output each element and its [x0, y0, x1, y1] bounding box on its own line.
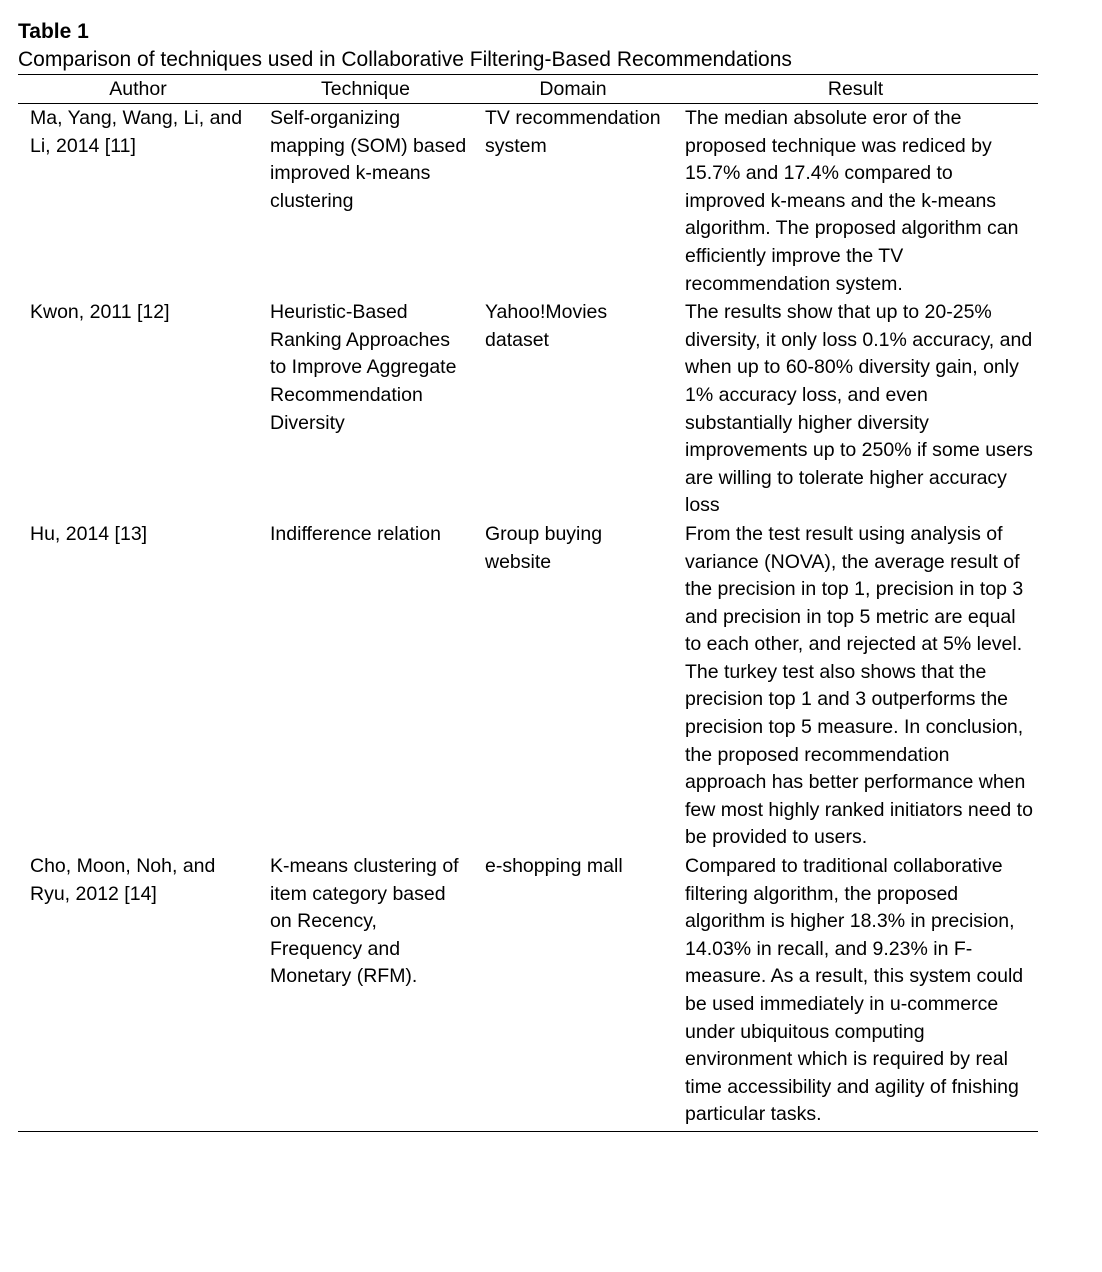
cell-technique: K-means clustering of item category based on Recency, Frequency and Monetary (RFM).: [258, 852, 473, 1131]
cell-author: Kwon, 2011 [12]: [30, 301, 170, 324]
cell-result: The median absolute eror of the proposed technique was rediced by 15.7% and 17.4% compared to improved k-means and the k-means algorithm. The proposed algorithm can efficiently improve the TV recommendation system.: [685, 107, 1019, 295]
header-result: Result: [673, 75, 1038, 104]
header-technique: Technique: [258, 75, 473, 104]
cell-technique: Heuristic-Based Ranking Approaches to Improve Aggregate Recommendation Diversity: [270, 301, 457, 434]
header-domain: Domain: [473, 75, 673, 104]
table-label: Table 1: [18, 20, 89, 43]
cell-author: Ma, Yang, Wang, Li, and Li, 2014 [11]: [30, 107, 243, 157]
cell-technique: Self-organizing mapping (SOM) based improved k-means clustering: [270, 107, 467, 212]
cell-domain: TV recommendation system: [485, 107, 661, 157]
cell-author: Hu, 2014 [13]: [30, 522, 148, 545]
cell-result: From the test result using analysis of variance (NOVA), the average result of the precision in top 1, precision in top 3 and precision in top 5 metric are equal to each other, and rejected at 5% level. The turkey test also shows that the precision top 1 and 3 outperforms the precision top 5 measure. In conclusion, the proposed recommendation approach has better performance when few most highly ranked initiators need to be provided to users.: [685, 522, 1033, 849]
cell-domain: Group buying website: [485, 522, 603, 573]
cell-result: The results show that up to 20-25% diversity, it only loss 0.1% accuracy, and when up to 60-80% diversity gain, only 1% accuracy loss, and even substantially higher diversity improvements up to 250% if some users are willing to tolerate higher accuracy loss: [685, 301, 1033, 517]
document-page: [18, 18, 1038, 1132]
table-row: [18, 520, 1038, 852]
table-row: [18, 852, 1038, 1131]
header-author: Author: [18, 75, 258, 104]
cell-author: Cho, Moon, Noh, and Ryu, 2012 [14]: [18, 852, 258, 1131]
cell-domain: Yahoo!Movies dataset: [485, 301, 608, 351]
table-header-row: [18, 75, 1038, 104]
table-row: [18, 298, 1038, 520]
table-row: [18, 104, 1038, 299]
cell-technique: Indifference relation: [270, 522, 441, 545]
cell-result: Compared to traditional collaborative filtering algorithm, the proposed algorithm is higher 18.3% in precision, 14.03% in recall, and 9.23% in F-measure. As a result, this system could be used immediately in u-commerce under ubiquitous computing environment which is required by real time accessibility and agility of fnishing particular tasks.: [673, 852, 1038, 1131]
table-caption: Comparison of techniques used in Collaborative Filtering-Based Recommendations: [18, 48, 792, 71]
cell-domain: e-shopping mall: [473, 852, 673, 1131]
comparison-table: [18, 74, 1038, 1132]
